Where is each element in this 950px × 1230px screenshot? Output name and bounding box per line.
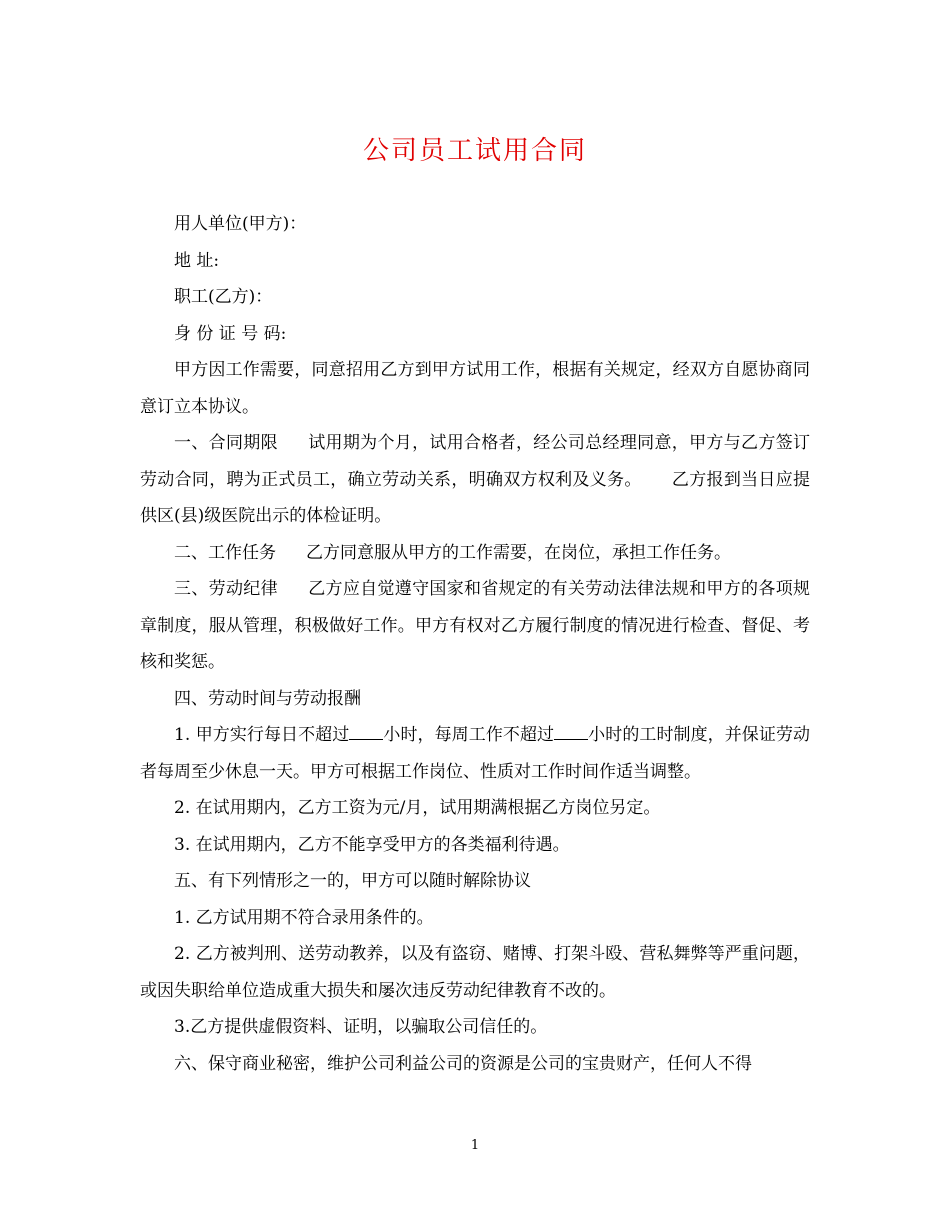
- intro-paragraph: 甲方因工作需要，同意招用乙方到甲方试用工作，根据有关规定，经双方自愿协商同意订立本协议。: [140, 360, 810, 417]
- section-2-heading: 二、工作任务: [174, 542, 276, 563]
- section-2-text: 乙方同意服从甲方的工作需要，在岗位，承担工作任务。: [306, 542, 731, 563]
- section-4-item-1-part-c: 小时的工时制度，并保证劳动者每周至少休息一天。甲方可根据工作岗位、性质对工作时间作适当调整。: [140, 725, 811, 782]
- blank-line: [349, 723, 383, 740]
- page-number: 1: [470, 1138, 480, 1153]
- section-5-item-1: 1. 乙方试用期不符合录用条件的。: [174, 907, 434, 928]
- employer-field: 用人单位(甲方)：: [174, 214, 307, 234]
- address-field: 地 址:: [174, 250, 220, 271]
- section-5-heading: 五、有下列情形之一的，甲方可以随时解除协议: [174, 871, 531, 891]
- section-5-item-2: 2. 乙方被判刑、送劳动教养，以及有盗窃、赌博、打架斗殴、营私舞弊等严重问题，或因失职给单位造成重大损失和屡次违反劳动纪律教育不改的。: [140, 944, 810, 1001]
- section-4-item-1-part-a: 1. 甲方实行每日不超过: [174, 725, 350, 745]
- section-6-paragraph: 六、保守商业秘密，维护公司利益公司的资源是公司的宝贵财产，任何人不得: [174, 1053, 752, 1074]
- section-3-text: 乙方应自觉遵守国家和省规定的有关劳动法律法规和甲方的各项规章制度，服从管理，积极做好工作。甲方有权对乙方履行制度的情况进行检查、督促、考核和奖惩。: [140, 579, 811, 672]
- section-3-heading: 三、劳动纪律: [174, 579, 278, 599]
- section-1-text-2: 乙方报到当日应提供区(县)级医院出示的体检证明。: [140, 469, 811, 526]
- section-4-item-2: 2. 在试用期内，乙方工资为元/月，试用期满根据乙方岗位另定。: [174, 798, 661, 818]
- section-1-heading: 一、合同期限: [174, 433, 278, 453]
- section-2-paragraph: [140, 535, 810, 572]
- section-1-paragraph: [140, 425, 810, 535]
- section-3-paragraph: [140, 571, 810, 681]
- section-1-text: 试用期为个月，试用合格者，经公司总经理同意，甲方与乙方签订劳动合同，聘为正式员工，确立劳动关系，明确双方权利及义务。: [140, 433, 811, 490]
- blank-line: [554, 723, 588, 740]
- section-4-item-1: [140, 717, 810, 790]
- section-4-item-3: 3. 在试用期内，乙方不能享受甲方的各类福利待遇。: [174, 834, 570, 855]
- document-body: [140, 206, 810, 1082]
- employee-field: 职工(乙方)：: [174, 287, 273, 307]
- section-5-item-3: 3.乙方提供虚假资料、证明，以骗取公司信任的。: [174, 1017, 548, 1037]
- document-title: 公司员工试用合同: [362, 136, 587, 166]
- section-4-item-1-part-b: 小时，每周工作不超过: [383, 725, 555, 745]
- section-4-heading: 四、劳动时间与劳动报酬: [174, 688, 361, 709]
- id-number-field: 身 份 证 号 码:: [174, 323, 287, 344]
